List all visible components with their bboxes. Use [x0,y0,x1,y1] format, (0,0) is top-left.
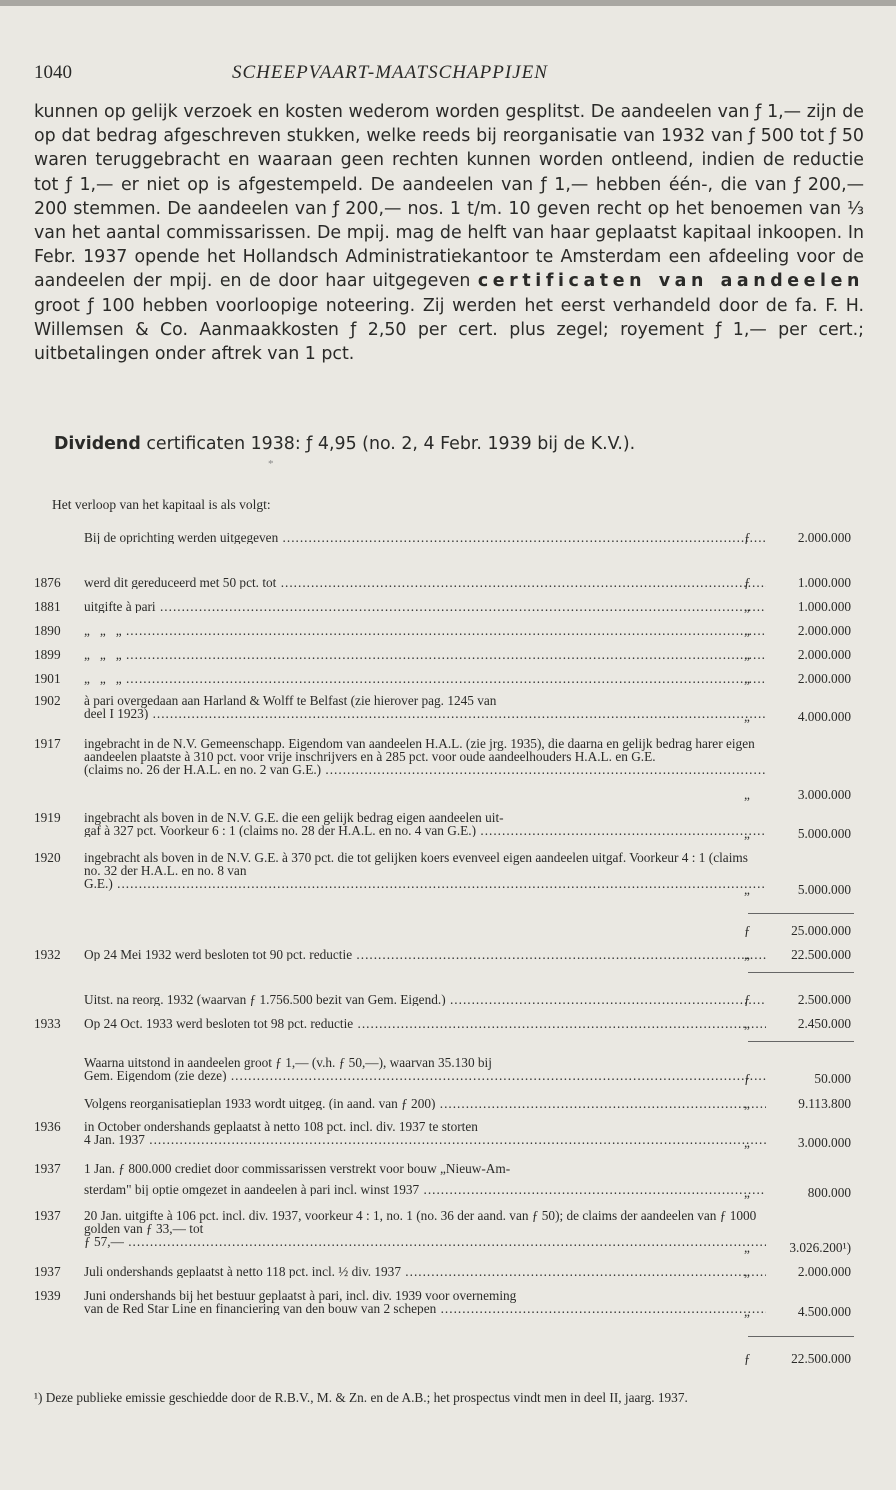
row-amount: 25.000.000 [791,923,851,938]
row-text: 20 Jan. uitgifte à 106 pct. incl. div. 1937, voorkeur 4 : 1, no. 1 (no. 36 der aand. van ƒ 50); de claims der aandeelen van ƒ 1000 golden van ƒ 33,— tot [84,1208,757,1237]
row-amount: 2.000.000 [797,671,851,686]
row-currency: „ [744,1264,750,1279]
row-amount: 50.000 [814,1071,851,1086]
row-text: Waarna uitstond in aandeelen groot ƒ 1,— (v.h. ƒ 50,—), waarvan 35.130 bij [84,1055,492,1070]
row-amount: 2.000.000 [797,1264,851,1279]
row-currency: ƒ [744,923,751,938]
total-rule [748,1336,854,1337]
row-text-last: sterdam" bij optie omgezet in aandeelen à pari incl. winst 1937 ..... [84,1183,766,1196]
row-currency: „ [744,947,750,962]
row-currency: „ [744,599,750,614]
row-currency: ƒ [744,1351,751,1366]
row-currency: ƒ [744,530,751,545]
row-amount: 2.000.000 [797,530,851,545]
body-paragraph [34,100,864,366]
subtotal-rule [748,972,854,973]
row-currency: „ [744,647,750,662]
row-text: Juni ondershands bij het bestuur geplaatst à pari, incl. div. 1939 voor overneming [84,1288,517,1303]
row-currency: „ [744,1240,750,1255]
row-amount: 3.000.000 [797,787,851,802]
row-text: „ „ „ ..... [84,648,766,661]
row-currency: „ [744,826,750,841]
row-year: 1936 [34,1119,61,1134]
row-amount: 5.000.000 [797,882,851,897]
row-year: 1919 [34,810,61,825]
row-text: Uitst. na reorg. 1932 (waarvan ƒ 1.756.500 bezit van Gem. Eigend.) ..... [84,993,766,1006]
row-currency: „ [744,709,750,724]
row-amount: 22.500.000 [791,1351,851,1366]
row-text: ingebracht in de N.V. Gemeenschapp. Eigendom van aandeelen H.A.L. (zie jrg. 1935), die daarna en gelijk bedrag harer eigen aandeelen plaatste à 310 pct. voor vrije inschrijvers en à 285 pct. voor oude aandeelhouders H.A.L. en G.E. [84,736,755,765]
row-currency: ƒ [744,575,751,590]
row-amount: 2.000.000 [797,623,851,638]
row-currency: „ [744,1185,750,1200]
row-year: 1881 [34,599,61,614]
dividend-text: certificaten 1938: ƒ 4,95 (no. 2, 4 Febr. 1939 bij de K.V.). [146,434,636,454]
table-intro: Het verloop van het kapitaal is als volgt: [52,497,271,512]
row-currency: „ [744,787,750,802]
row-currency: „ [744,882,750,897]
row-text: Volgens reorganisatieplan 1933 wordt uitgeg. (in aand. van ƒ 200) ..... [84,1097,766,1110]
row-amount: 3.000.000 [797,1135,851,1150]
row-text: in October ondershands geplaatst à netto 108 pct. incl. div. 1937 te storten [84,1119,478,1134]
page-top-border [0,0,896,6]
page-header [34,62,864,88]
row-text: ingebracht als boven in de N.V. G.E. die een gelijk bedrag eigen aandeelen uit- [84,810,504,825]
row-text: uitgifte à pari ..... [84,600,766,613]
row-year: 1876 [34,575,61,590]
row-text-last: van de Red Star Line en financiering van den bouw van 2 schepen ..... [84,1302,766,1315]
row-text-last: Gem. Eigendom (zie deze) ..... [84,1069,766,1082]
row-currency: „ [744,623,750,638]
row-amount: 22.500.000 [791,947,851,962]
row-text: „ „ „ ..... [84,624,766,637]
row-year: 1901 [34,671,61,686]
row-currency: „ [744,1135,750,1150]
dividend-label: Dividend [54,434,141,454]
row-year: 1937 [34,1208,61,1223]
row-text-last: gaf à 327 pct. Voorkeur 6 : 1 (claims no. 28 der H.A.L. en no. 4 van G.E.) ..... [84,824,766,837]
row-currency: ƒ [744,992,751,1007]
row-text: 1 Jan. ƒ 800.000 crediet door commissarissen verstrekt voor bouw „Nieuw-Am- [84,1161,511,1176]
row-text-last: 4 Jan. 1937 ..... [84,1133,766,1146]
row-text: ingebracht als boven in de N.V. G.E. à 370 pct. die tot gelijken koers evenveel eigen aandeelen uitgaf. Voorkeur 4 : 1 (claims no. 32 der H.A.L. en no. 8 van [84,850,748,879]
ornament-mark: * [268,458,274,470]
subtotal-rule [748,1041,854,1042]
row-text: Op 24 Mei 1932 werd besloten tot 90 pct. reductie ..... [84,948,766,961]
row-currency: „ [744,1304,750,1319]
row-year: 1939 [34,1288,61,1303]
row-year: 1917 [34,736,61,751]
row-amount: 5.000.000 [797,826,851,841]
page-number: 1040 [34,62,72,83]
row-text: Op 24 Oct. 1933 werd besloten tot 98 pct. reductie ..... [84,1017,766,1030]
row-amount: 9.113.800 [798,1096,851,1111]
body-text-part1: kunnen op gelijk verzoek en kosten wederom worden gesplitst. De aandeelen van ƒ 1,— zijn de op dat bedrag afgeschreven stukken, welke reeds bij reorganisatie van 1932 van ƒ 500 tot ƒ 50 waren teruggebracht en waaraan geen rechten kunnen worden ontleend, indien de reductie tot ƒ 1,— er niet op is afgestempeld. De aandeelen van ƒ 1,— hebben één-, die van ƒ 200,— 200 stemmen. De aandeelen van ƒ 200,— nos. 1 t/m. 10 geven recht op het benoemen van ⅓ van het aantal commissarissen. De mpij. mag de helft van haar geplaatst kapitaal inkoopen. In Febr. 1937 opende het Hollandsch Administratiekantoor te Amsterdam een afdeeling voor de aandeelen der mpij. en de door haar uitgegeven [34,102,864,292]
row-text: à pari overgedaan aan Harland & Wolff te Belfast (zie hierover pag. 1245 van [84,693,497,708]
row-amount: 4.000.000 [797,709,851,724]
row-amount: 3.026.200¹) [789,1240,851,1255]
row-amount: 1.000.000 [797,575,851,590]
footnote: ¹) Deze publieke emissie geschiedde door de R.B.V., M. & Zn. en de A.B.; het prospectus vindt men in deel II, jaarg. 1937. [34,1390,688,1405]
row-year: 1899 [34,647,61,662]
row-text-last: G.E.) ..... [84,877,766,890]
dividend-line [54,434,854,454]
row-text: Juli ondershands geplaatst à netto 118 pct. incl. ½ div. 1937 ..... [84,1265,766,1278]
row-amount: 2.000.000 [797,647,851,662]
row-amount: 2.450.000 [797,1016,851,1031]
spaced-emphasis: certificaten van aandeelen [477,271,864,292]
row-amount: 4.500.000 [797,1304,851,1319]
row-currency: „ [744,1016,750,1031]
row-year: 1920 [34,850,61,865]
row-year: 1902 [34,693,61,708]
running-title: SCHEEPVAART-MAATSCHAPPIJEN [232,62,548,83]
row-amount: 800.000 [807,1185,851,1200]
row-text-last: ƒ 57,— ..... [84,1235,766,1248]
row-text: Bij de oprichting werden uitgegeven ..... [84,531,766,544]
row-year: 1890 [34,623,61,638]
row-year: 1937 [34,1264,61,1279]
row-currency: „ [744,671,750,686]
row-text-last: deel I 1923) ..... [84,707,766,720]
row-amount: 1.000.000 [797,599,851,614]
row-year: 1933 [34,1016,61,1031]
row-year: 1932 [34,947,61,962]
row-currency: „ [744,1096,750,1111]
row-amount: 2.500.000 [797,992,851,1007]
body-text-part2: groot ƒ 100 hebben voorloopige noteering. Zij werden het eerst verhandeld door de fa. F. H. Willemsen & Co. Aanmaakkosten ƒ 2,50 per cert. plus zegel; royement ƒ 1,— per cert.; uitbetalingen onder aftrek van 1 pct. [34,295,864,365]
row-text-last: (claims no. 26 der H.A.L. en no. 2 van G.E.) ..... [84,763,766,776]
row-year: 1937 [34,1161,61,1176]
row-text: werd dit gereduceerd met 50 pct. tot ..... [84,576,766,589]
row-currency: ƒ [744,1071,751,1086]
subtotal-rule [748,913,854,914]
row-text: „ „ „ ..... [84,672,766,685]
